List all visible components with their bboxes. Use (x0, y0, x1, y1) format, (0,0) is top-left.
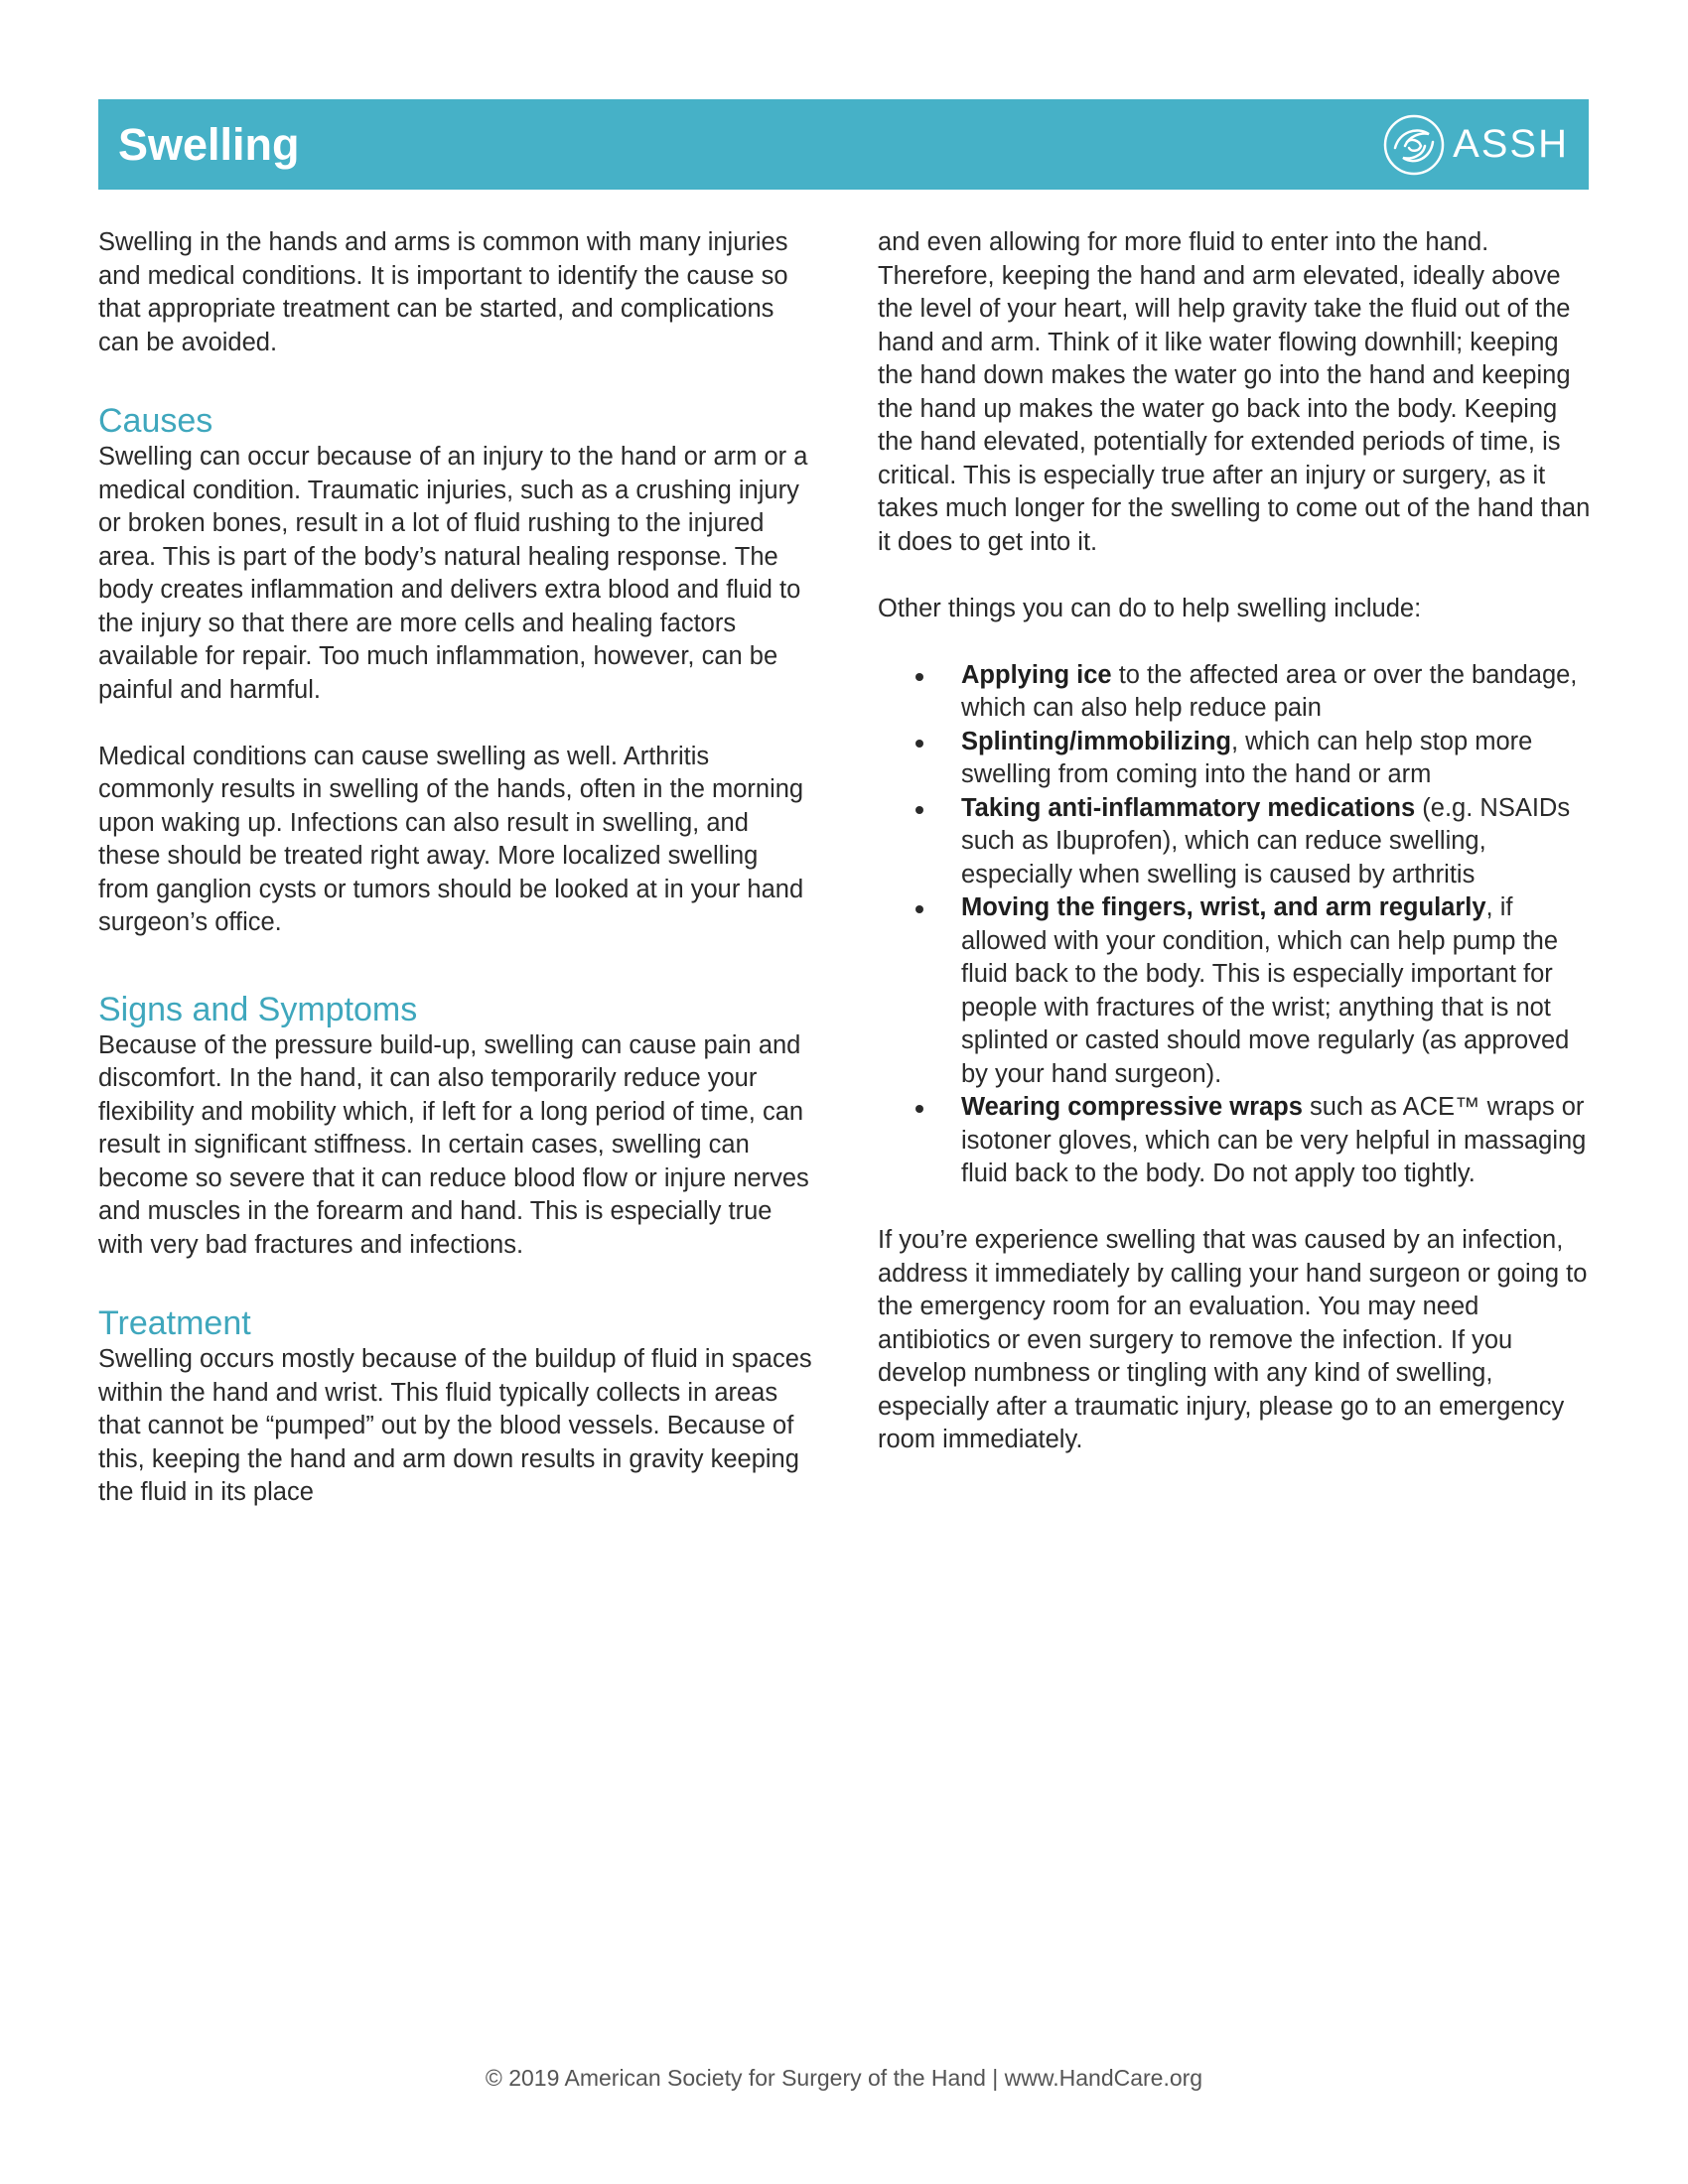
causes-paragraph-1: Swelling can occur because of an injury to the hand or arm or a medical condition. Traumatic injuries, such as a crushing injury or broken bones, result in a lot of fluid rushing to the injured area. This is part of the body’s natural healing response. The body creates inflammation and delivers extra blood and fluid to the injury so that there are more cells and healing factors available for repair. Too much inflammation, however, can be painful and harmful. (98, 443, 808, 704)
footer-copyright: © 2019 American Society for Surgery of the Hand | www.HandCare.org (485, 2065, 1203, 2091)
list-item-bold: Applying ice (961, 660, 1112, 689)
list-item-text: (e.g. NSAIDs such as Ibuprofen), which can reduce swelling, especially when swelling is caused by arthritis (961, 793, 1571, 888)
bullet-dot-icon (915, 806, 923, 814)
treatment-paragraph-1-continued: and even allowing for more fluid to enter into the hand. Therefore, keeping the hand and arm elevated, ideally above the level of your heart, will help gravity take the fluid out of the hand and arm. Think of it like water flowing downhill; keeping the hand down makes the water go into the hand and keeping the hand up makes the water go back into the body. Keeping the hand elevated, potentially for extended periods of time, is critical. This is especially true after an injury or surgery, as it takes much longer for the swelling to come out of the hand than it does to get into it. (878, 228, 1591, 556)
list-item-text: , if allowed with your condition, which can help pump the fluid back to the body. This is especially important for people with fractures of the wrist; anything that is not splinted or casted should move regularly (as approved by your hand surgeon). (961, 893, 1570, 1088)
list-item-bold: Wearing compressive wraps (961, 1093, 1303, 1121)
bullet-dot-icon (915, 673, 923, 681)
list-item (878, 792, 1593, 892)
list-item-text: to the affected area or over the bandage, which can also help reduce pain (961, 660, 1578, 722)
treatment-heading: Treatment (98, 1304, 251, 1342)
list-item (878, 726, 1593, 792)
list-item-text: such as ACE™ wraps or isotoner gloves, which can be very helpful in massaging fluid back to the body. Do not apply too tightly. (961, 1093, 1587, 1187)
swelling-tips-list (878, 659, 1593, 1191)
logo-text: ASSH (1453, 122, 1569, 166)
bullet-dot-icon (915, 740, 923, 748)
list-item-bold: Taking anti-inflammatory medications (961, 793, 1416, 822)
treatment-paragraph-3: If you’re experience swelling that was caused by an infection, address it immediately by calling your hand surgeon or going to the emergency room for an evaluation. You may need antibiotics or even surgery to remove the infection. If you develop numbness or tingling with any kind of swelling, especially after a traumatic injury, please go to an emergency room immediately. (878, 1226, 1588, 1453)
right-column (878, 226, 1593, 1457)
treatment-paragraph-1: Swelling occurs mostly because of the buildup of fluid in spaces within the hand and wrist. This fluid typically collects in areas that cannot be “pumped” out by the blood vessels. Because of this, keeping the hand and arm down results in gravity keeping the fluid in its place (98, 1345, 812, 1506)
list-item (878, 1091, 1593, 1191)
page-title: Swelling (118, 119, 300, 170)
assh-hand-swirl-icon (1381, 112, 1447, 178)
bullet-dot-icon (915, 905, 923, 913)
signs-heading: Signs and Symptoms (98, 990, 418, 1028)
list-item (878, 891, 1593, 1091)
title-banner (98, 99, 1589, 190)
assh-logo (1381, 109, 1569, 180)
causes-paragraph-2: Medical conditions can cause swelling as well. Arthritis commonly results in swelling of the hands, often in the morning upon waking up. Infections can also result in swelling, and these should be treated right away. More localized swelling from ganglion cysts or tumors should be looked at in your hand surgeon’s office. (98, 742, 804, 936)
signs-paragraph: Because of the pressure build-up, swelling can cause pain and discomfort. In the hand, it can also temporarily reduce your flexibility and mobility which, if left for a long period of time, can result in significant stiffness. In certain cases, swelling can become so severe that it can reduce blood flow or injure nerves and muscles in the forearm and hand. This is especially true with very bad fractures and infections. (98, 1030, 809, 1259)
list-item-text: , which can help stop more swelling from coming into the hand or arm (961, 727, 1533, 788)
intro-paragraph: Swelling in the hands and arms is common with many injuries and medical conditions. It is important to identify the cause so that appropriate treatment can be started, and complications can be avoided. (98, 228, 788, 356)
left-column (98, 226, 813, 1510)
list-item-bold: Moving the fingers, wrist, and arm regularly (961, 893, 1486, 921)
list-item (878, 659, 1593, 726)
treatment-paragraph-2: Other things you can do to help swelling include: (878, 594, 1422, 622)
list-item-bold: Splinting/immobilizing (961, 727, 1231, 755)
causes-heading: Causes (98, 402, 213, 440)
bullet-dot-icon (915, 1105, 923, 1113)
